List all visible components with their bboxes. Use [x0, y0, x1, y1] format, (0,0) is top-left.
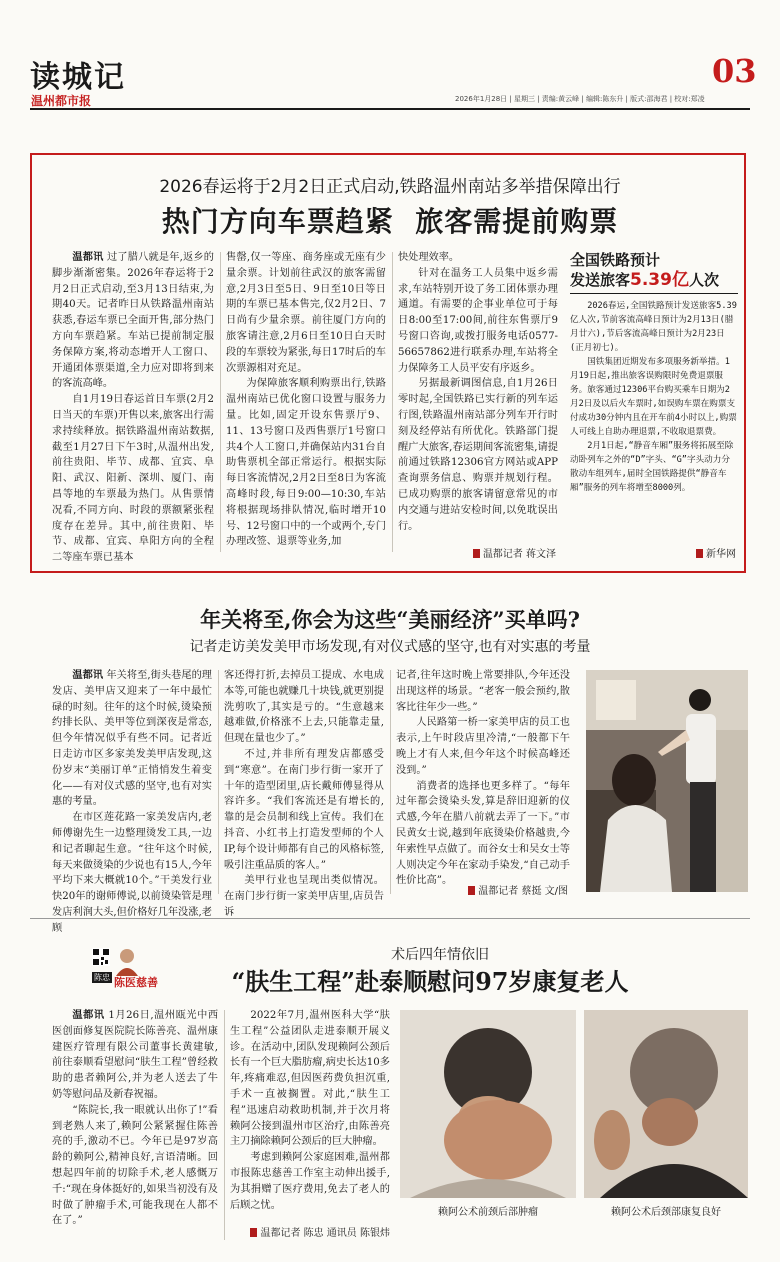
- story1-sidebar: [570, 250, 738, 560]
- story2-column-3: [396, 668, 570, 887]
- story3-headline: “肤生工程”赴泰顺慰问97岁康复老人: [231, 967, 629, 996]
- column-divider: [218, 670, 219, 894]
- story3-kicker: 术后四年情依旧: [391, 947, 489, 963]
- column-logo-text: 陈医慈善: [114, 976, 158, 989]
- section-divider: [30, 918, 750, 919]
- masthead-rule: [30, 108, 750, 110]
- story1-para: 为保障旅客顺利购票出行,铁路温州南站已优化窗口设置与服务力量。比如,固定开设东售票厅9、11、13号窗口及西售票厅1号窗口共4个人工窗口,并确保站内31台自助售票机全部正常运行。根据实际每日客流情况,2月2日至8日为客流高峰时段,每日9:00—10:30,车站将根据现场排队情况,临时增开10号、12号窗口中的一个或两个,专门办理改签、退票等业务,加: [226, 378, 386, 548]
- sidebar-title-line-2: 发送旅客5.39亿人次: [570, 270, 719, 290]
- story2-para: 美甲行业也呈现出类似情况。在南门步行街一家美甲店里,店员告诉: [224, 875, 384, 918]
- story2-byline: 温都记者 蔡挺 文/图: [440, 882, 568, 897]
- story1-kicker: 2026春运将于2月2日正式启动,铁路温州南站多举措保障出行: [159, 177, 621, 197]
- story2-para: 人民路第一桥一家美甲店的员工也表示,上午时段店里冷清,“一般都下午晚上才有人来,但今年这个时候高峰还没到。”: [396, 717, 570, 776]
- story1-headline: 热门方向车票趋紧 旅客需提前购票: [161, 205, 619, 238]
- page-number: 03: [712, 52, 757, 90]
- story2-para: 在市区莲花路一家美发店内,老师傅谢先生一边整理烫发工具,一边和记者聊起生意。“往年这个时候,每天来做烫染的少说也有15人,今年平均下来大概就10个。”干美发行业快20年的谢师傅说,以前烫染管是理发店利润大头,但价格好几年没涨,老顾: [52, 812, 212, 934]
- sidebar-title-line-1: 全国铁路预计: [570, 251, 661, 269]
- story2-para: 记者,往年这时晚上常要排队,今年还没出现这样的场景。“老客一般会预约,散客比往年少一些。”: [396, 670, 570, 713]
- story3-byline: 温都记者 陈忠 通讯员 陈银炜: [228, 1224, 390, 1239]
- story3-para: 2022年7月,温州医科大学“肤生工程”公益团队走进泰顺开展义诊。在活动中,团队发现赖阿公颈后长有一个巨大脂肪瘤,病史长达10多年,疼痛难忍,但因医药费负担沉重,手术一直被搁置。对此,“肤生工程”迅速启动救助机制,并于次月将赖阿公接到温州市区治疗,由陈善亮主刀摘除赖阿公颈后的巨大肿瘤。: [230, 1010, 390, 1148]
- story2-para: 不过,并非所有理发店都感受到“寒意”。在南门步行街一家开了十年的造型团里,店长戴师傅显得从容许多。“我们客流还是有增长的,靠的是会员制和线上宣传。我们在抖音、小红书上打造发型师的个人IP,每个设计师都有自己的风格标签,吸引注重品质的客人。”: [224, 748, 384, 871]
- story1-column-1: [52, 250, 214, 564]
- story2-lead: 温都讯: [72, 670, 104, 681]
- story1-para: 快处理效率。: [398, 252, 460, 263]
- story2-subhead: 记者走访美发美甲市场发现,有对仪式感的坚守,也有对实惠的考量: [189, 639, 591, 655]
- column-divider: [390, 670, 391, 894]
- portrait-icon: [114, 946, 140, 976]
- patient-photo-after: [584, 1010, 748, 1198]
- photo-caption-left: 赖阿公术前颈后部肿瘤: [438, 1207, 538, 1218]
- column-logo: [92, 946, 158, 990]
- story2-para: 消费者的选择也更多样了。“每年过年都会烫染头发,算是辞旧迎新的仪式感,今年在腊八前就去弄了一下。”市民黄女士说,越到年底烫染价格越贵,今年索性早点做了。而谷女士和吴女士等人则决定今年在家动手染发,“自己动手性价比高”。: [396, 780, 570, 887]
- story1-para: 过了腊八就是年,返乡的脚步渐渐密集。2026年春运将于2月2日正式启动,至3月13日结束,为期40天。记者昨日从铁路温州南站获悉,春运车票已全面开售,部分热门方向车票趋紧。车站已提前制定服务保障方案,将动态增开人工窗口、开通团体票渠道,全力应对即将到来的客流高峰。: [52, 252, 214, 390]
- story3-para: 1月26日,温州瓯光中西医创面修复医院院长陈善亮、温州康建医疗管理有限公司董事长黄建敏,前往泰顺看望慰问“肤生工程”曾经救助的患者赖阿公,并为老人送去了牛奶等慰问品及新春祝福。: [52, 1010, 219, 1100]
- story3-column-1: [52, 1008, 218, 1234]
- column-divider: [224, 1010, 225, 1240]
- qr-code-icon: [92, 948, 110, 966]
- sidebar-para: 2月1日起,“静音车厢”服务将拓展至除动卧列车之外的“D”字头、“G”字头动力分散动车组列车,届时全国铁路提供“静音车厢”服务的列车将增至8000列。: [570, 441, 734, 493]
- story2-para: 客还得打折,去掉员工提成、水电成本等,可能也就赚几十块钱,就更别提洗剪吹了,其实是亏的。“生意越来越难做,价格涨不上去,只能靠走量,但现在量也少了。”: [224, 670, 384, 745]
- story1-column-2: [226, 250, 386, 556]
- patient-photo-before: [400, 1010, 576, 1198]
- story2-column-2: [224, 668, 384, 918]
- story1-lead: 温都讯: [72, 252, 104, 263]
- section-title: 读城记: [30, 60, 126, 95]
- sidebar-para: 国铁集团近期发布多项服务新举措。1月19日起,推出旅客误购限时免费退票服务。旅客通过12306平台购买乘车日期为2月2日及以后火车票时,如误购车票在购票支付成功30分钟内且在开车前4小时以上,购票人可线上自助办理退票,不收取退票费。: [570, 357, 737, 437]
- story3-lead: 温都讯: [72, 1010, 105, 1021]
- story1-para: 针对在温务工人员集中返乡需求,车站特别开设了务工团体票办理通道。有需要的企事业单位可于每日8:00至17:00间,前往东售票厅9号窗口咨询,或拨打服务电话0577-56657862进行联系办理,车站将全力保障务工人员平安有序返乡。: [398, 267, 558, 374]
- story2-column-1: [52, 668, 212, 934]
- story1-para: 售罄,仅一等座、商务座或无座有少量余票。计划前往武汉的旅客需留意,2月3日至5日、9日至10日等日期的车票已基本售完,仅2月2日、7日尚有少量余票。前往厦门方向的旅客请注意,2月6日至10日白天时段的车票较为紧张,每日17时后的车次票源相对充足。: [226, 252, 386, 374]
- story2-para: 年关将至,街头巷尾的理发店、美甲店又迎来了一年中最忙碌的时刻。往年的这个时候,烫染预约排长队、美甲等位到深夜是常态,但今年情况似乎有些不同。记者近日走访市区多家美发美甲店发现,这份岁末“美丽订单”正悄悄发生着变化——有对仪式感的坚守,也有对实惠的考量。: [52, 670, 212, 808]
- story1-column-3: [398, 250, 558, 550]
- story1-para: 自1月19日春运首日车票(2月2日当天的车票)开售以来,旅客出行需求持续释放。据铁路温州南站数据,截至1月27日下午3时,从温州出发,前往贵阳、毕节、成都、宜宾、阜阳、武汉、阳新、深圳、厦门、南昌等地的车票最为热门。从售票情况看,不同方向、时段的票额紧张程度存在差异。其中,前往贵阳、毕节、成都、宜宾、阜阳方向的全程二等座车票已基本: [52, 394, 214, 564]
- column-logo-badge: 陈忠: [94, 973, 110, 982]
- story3-para: 考虑到赖阿公家庭困难,温州都市报陈忠慈善工作室主动伸出援手,为其捐赠了医疗费用,免去了老人的后顾之忧。: [230, 1152, 390, 1211]
- story1-byline: 温都记者 蒋文泽: [440, 545, 556, 560]
- story1-para: 另据最新调图信息,自1月26日零时起,全国铁路已实行新的列车运行图,铁路温州南站部分列车开行时刻及经停站有所优化。铁路部门提醒广大旅客,春运期间客流密集,请提前通过铁路12306官方网站或APP查询票务信息、购票并规划行程。已成功购票的旅客请留意常见的市内交通与进站安检时间,以免耽误出行。: [398, 378, 558, 532]
- column-divider: [392, 252, 393, 552]
- sidebar-source: 新华网: [660, 545, 736, 560]
- salon-photo: [586, 670, 748, 892]
- paper-name: 温州都市报: [31, 94, 92, 108]
- story2-headline: 年关将至,你会为这些“美丽经济”买单吗?: [200, 607, 580, 632]
- column-divider: [220, 252, 221, 552]
- story3-column-2: [230, 1008, 390, 1211]
- photo-caption-right: 赖阿公术后颈部康复良好: [611, 1207, 721, 1218]
- story3-para: “陈院长,我一眼就认出你了!”看到老熟人来了,赖阿公紧紧握住陈善亮的手,激动不已。今年已是97岁高龄的赖阿公,精神良好,言语清晰。回想起四年前的切除手术,老人感慨万千:“现在身体挺好的,如果当初没有及时做了肿瘤手术,可能我现在人都不在了。”: [52, 1104, 218, 1227]
- page-meta: 2026年1月28日 | 星期三 | 责编:黄云峰 | 编辑:陈东升 | 版式:邵海君 | 校对:郑凌: [455, 95, 705, 103]
- sidebar-para: 2026春运,全国铁路预计发送旅客5.39亿人次,节前客流高峰日预计为2月13日(腊月廿六),节后客流高峰日预计为2月23日(正月初七)。: [570, 301, 737, 353]
